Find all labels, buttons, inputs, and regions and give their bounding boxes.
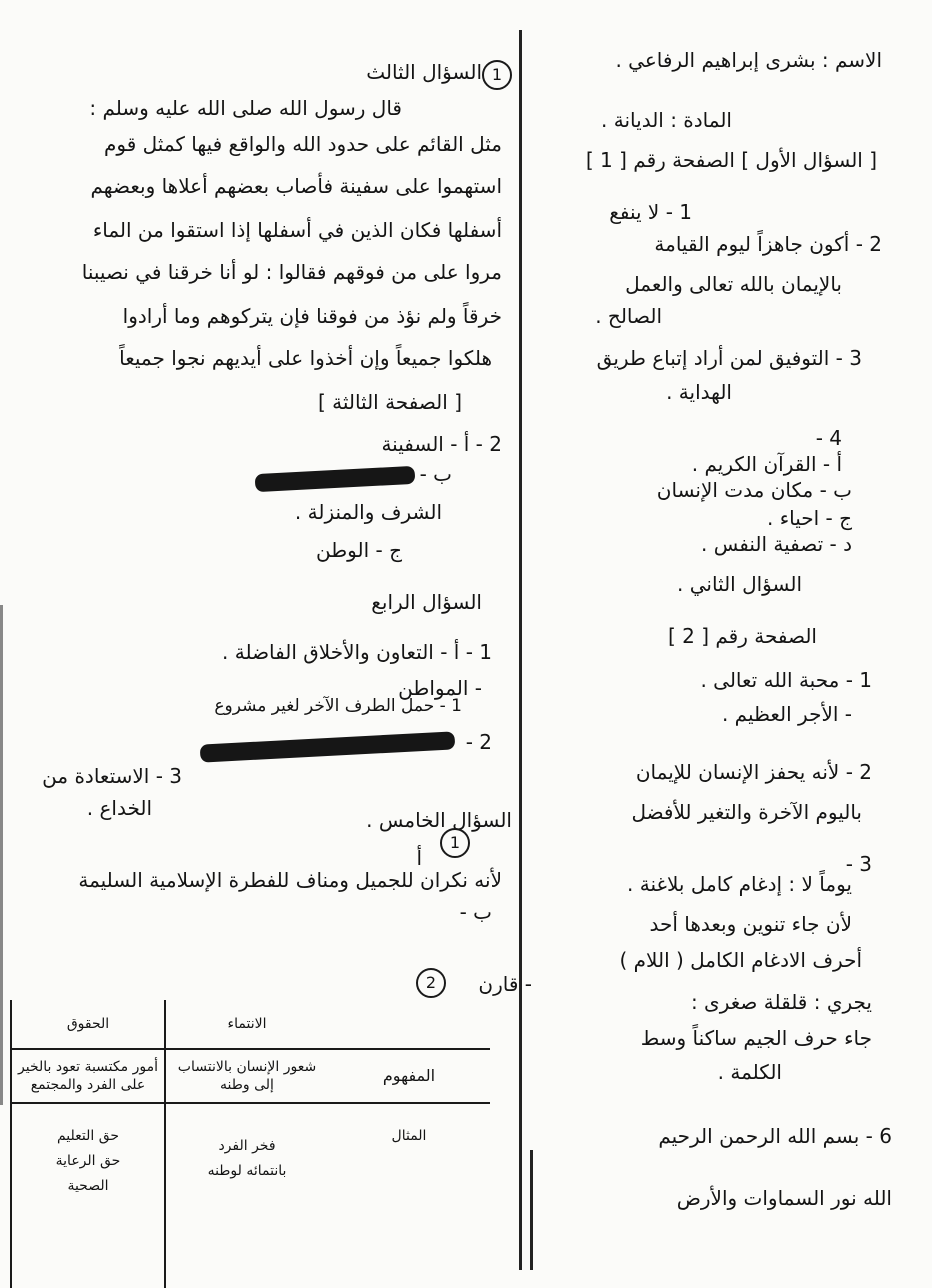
q2-title: السؤال الثاني . <box>677 572 802 596</box>
table-cell-example-label: المثال <box>391 1128 427 1144</box>
table-header-rights: الحقوق <box>11 1000 165 1049</box>
compare-title: - قارن <box>478 972 532 996</box>
q2-answer-1-line-2: - الأجر العظيم . <box>721 702 852 726</box>
table-row-concept <box>11 1049 490 1103</box>
q2-answer-3-line-3: أحرف الادغام الكامل ( اللام ) <box>619 948 862 972</box>
q1-answer-3-line-2: الهداية . <box>666 380 732 404</box>
q5-answer-a: لأنه نكران للجميل ومناف للفطرة الإسلامية السليمة <box>78 868 502 892</box>
column-divider-lower <box>530 1150 533 1270</box>
q1-title: [ السؤال الأول ] الصفحة رقم [ 1 ] <box>585 148 877 172</box>
q1-answer-4-a: أ - القرآن الكريم . <box>691 452 842 476</box>
q1-answer-4-number: 4 - <box>815 426 842 450</box>
q4-answer-1a: 1 - أ - التعاون والأخلاق الفاضلة . <box>222 640 492 664</box>
q3-line-5: مروا على من فوقهم فقالوا : لو أنا خرقنا في نصيبنا <box>81 260 502 284</box>
q3-line-4: أسفلها فكان الذين في أسفلها إذا استقوا من الماء <box>92 218 502 242</box>
q2-answer-2-line-1: 2 - لأنه يحفز الإنسان للإيمان <box>635 760 872 784</box>
q5-title: السؤال الخامس . <box>366 808 512 832</box>
q2-answer-1-line-1: 1 - محبة الله تعالى . <box>700 668 872 692</box>
q5-answer-b: ب - <box>459 900 492 924</box>
q4-answer-3-cont: الخداع . <box>86 796 152 820</box>
table-cell-example-rights <box>11 1103 165 1288</box>
q2-answer-2-line-2: باليوم الآخرة والتغير للأفضل <box>631 800 862 824</box>
example-rights-line-1: حق التعليم <box>56 1128 120 1144</box>
q3-title: السؤال الثالث <box>366 60 482 84</box>
page-edge-line <box>0 605 3 1105</box>
q4-answer-1b: - المواطن <box>398 676 482 700</box>
q2-answer-6-line-2: الله نور السماوات والأرض <box>676 1186 892 1210</box>
q1-answer-2-line-1: 2 - أكون جاهزاً ليوم القيامة <box>654 232 882 256</box>
example-rights-line-2: حق الرعاية <box>55 1153 121 1170</box>
q5-number-circle: 1 <box>440 828 470 858</box>
table-cell-concept-rights: أمور مكتسبة تعود بالخير على الفرد والمجتمع <box>11 1049 165 1103</box>
q2-page: الصفحة رقم [ 2 ] <box>667 624 817 648</box>
table-cell-example-belonging <box>165 1103 328 1288</box>
q4-answer-3: 3 - الاستعادة من <box>42 764 182 788</box>
q5-part-a-mark: أ <box>416 846 422 870</box>
q2-answer-6-line-1: 6 - بسم الله الرحمن الرحيم <box>658 1124 892 1148</box>
comparison-table <box>10 1000 490 1288</box>
q2-answer-3-line-5: جاء حرف الجيم ساكناً وسط <box>640 1026 872 1050</box>
q4-answer-2-number: 2 - <box>465 730 492 754</box>
q3-line-2: مثل القائم على حدود الله والواقع فيها كمثل قوم <box>104 132 502 156</box>
q2-answer-3-number: 3 - <box>845 852 872 876</box>
q4-answer-2-line-1: 1 - حمل الطرف الآخر لغير مشروع <box>214 696 462 716</box>
subject-line: المادة : الديانة . <box>601 108 732 132</box>
q2-answer-3-line-6: الكلمة . <box>717 1060 782 1084</box>
q3-line-1: قال رسول الله صلى الله عليه وسلم : <box>89 96 402 120</box>
q3-answer-2b: ب - <box>419 462 452 486</box>
q3-line-3: استهموا على سفينة فأصاب بعضهم أعلاها وبعضهم <box>90 174 502 198</box>
q1-answer-4-c: ج - احياء . <box>766 506 852 530</box>
example-belonging-line-2: بانتمائه لوطنه <box>207 1163 287 1180</box>
q3-answer-2a: 2 - أ - السفينة <box>381 432 502 456</box>
crossed-out-text-2 <box>200 731 456 762</box>
table-header-empty <box>328 1000 490 1049</box>
table-cell-concept-label: المفهوم <box>328 1049 490 1103</box>
q2-answer-3-line-2: لأن جاء تنوين وبعدها أحد <box>649 912 852 936</box>
q3-answer-2b-value: الشرف والمنزلة . <box>294 500 442 524</box>
q3-answer-2c: ج - الوطن <box>316 538 402 562</box>
q3-line-7: هلكوا جميعاً وإن أخذوا على أيديهم نجوا جميعاً <box>119 346 492 370</box>
student-name: الاسم : بشرى إبراهيم الرفاعي . <box>615 48 882 72</box>
table-row-example <box>11 1103 490 1288</box>
q3-page: [ الصفحة الثالثة ] <box>317 390 462 414</box>
q1-answer-1: 1 - لا ينفع <box>609 200 692 224</box>
compare-number-circle: 2 <box>416 968 446 998</box>
table-cell-concept-belonging: شعور الإنسان بالانتساب إلى وطنه <box>165 1049 328 1103</box>
q3-number-circle: 1 <box>482 60 512 90</box>
q1-answer-2-line-2: بالإيمان بالله تعالى والعمل <box>625 272 842 296</box>
example-rights-line-3: الصحية <box>67 1178 109 1195</box>
q1-answer-3-line-1: 3 - التوفيق لمن أراد إتباع طريق <box>596 346 862 370</box>
example-belonging-line-1: فخر الفرد <box>218 1138 276 1154</box>
q4-title: السؤال الرابع <box>371 590 482 614</box>
q1-answer-2-line-3: الصالح . <box>595 304 662 328</box>
crossed-out-text <box>255 466 416 492</box>
column-divider <box>519 30 522 1270</box>
table-header-row <box>11 1000 490 1049</box>
q2-answer-3-line-1: يوماً لا : إدغام كامل بلاغنة . <box>627 872 852 896</box>
q3-line-6: خرقاً ولم نؤذ من فوقنا فإن يتركوهم وما أرادوا <box>122 304 502 328</box>
table-header-belonging: الانتماء <box>165 1000 328 1049</box>
q2-answer-3-line-4: يجري : قلقلة صغرى : <box>690 990 872 1014</box>
q1-answer-4-b: ب - مكان مدت الإنسان <box>656 478 852 502</box>
q1-answer-4-d: د - تصفية النفس . <box>701 532 852 556</box>
